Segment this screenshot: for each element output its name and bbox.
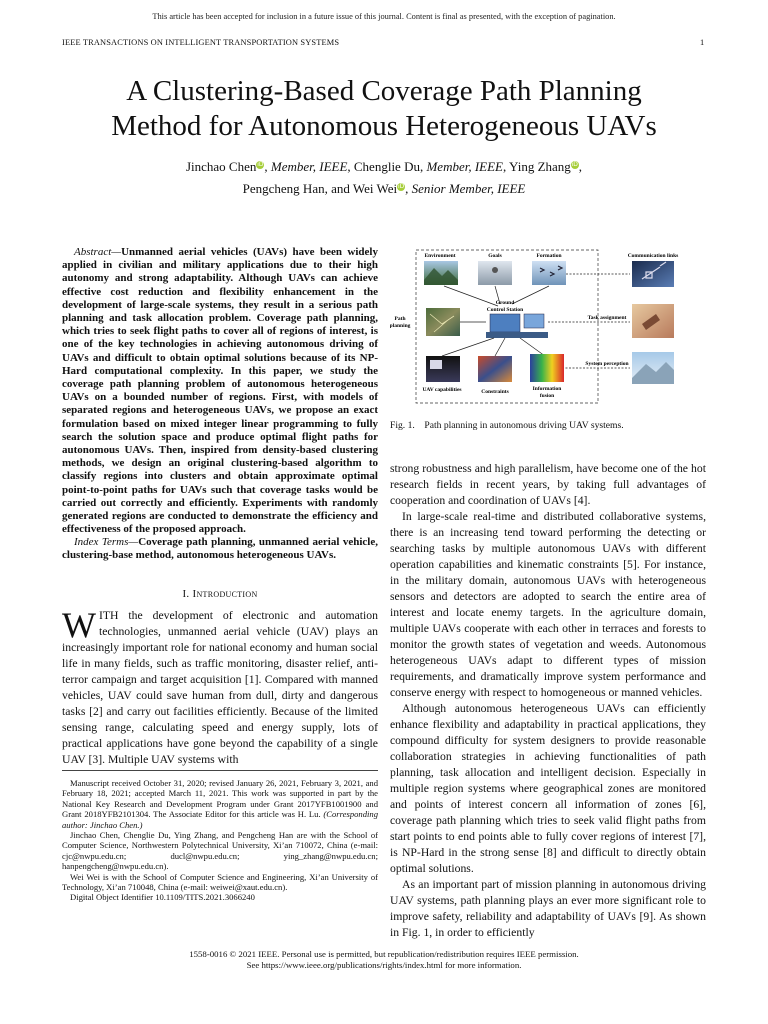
label-gcs-2: Control Station bbox=[486, 307, 524, 313]
label-path-1: Path bbox=[394, 316, 406, 322]
ground-station-desk bbox=[486, 332, 548, 338]
orcid-icon[interactable]: iD bbox=[571, 161, 578, 168]
uav-display bbox=[430, 360, 442, 369]
copyright-line: 1558-0016 © 2021 IEEE. Personal use is permitted, but republication/redistribution requires IEEE permission. bbox=[189, 949, 579, 959]
manuscript-note: Manuscript received October 31, 2020; revised January 26, 2021, February 3, 2021, and February 18, 2021; accepted March 11, 2021. This work was supported in part by the National Key Research and Development Program under Grant 2017YFB1001900 and Grant 2018YFB2101304. The Associate Editor for this article was H. Lu. bbox=[62, 778, 378, 820]
paragraph: As an important part of mission planning in autonomous driving UAV systems, path planning plays an ever more significant role to improve safety, reliability and adaptability of UAVs [9]. As shown in Fig. 1, in order to efficiently bbox=[390, 878, 706, 939]
copyright-footer bbox=[0, 949, 768, 971]
arrow-fus-gcs bbox=[520, 338, 545, 356]
label-communication: Communication links bbox=[627, 253, 679, 259]
title-line-2: Method for Autonomous Heterogeneous UAVs bbox=[111, 110, 657, 142]
label-constraints: Constraints bbox=[481, 389, 509, 395]
author-role: Senior Member, IEEE bbox=[411, 181, 526, 196]
author-name: Pengcheng Han bbox=[242, 181, 325, 196]
orcid-icon[interactable]: iD bbox=[397, 183, 405, 190]
figure-1 bbox=[390, 244, 706, 409]
arrow-cons-gcs bbox=[495, 338, 505, 356]
affiliation-2: Wei Wei is with the School of Computer Science and Engineering, Xi’an University of Technology, Xi’an 710048, China (e-mail: weiwei@xaut.edu.cn). bbox=[62, 871, 378, 893]
author-name: Chenglie Du bbox=[353, 159, 420, 174]
right-column-text bbox=[390, 461, 706, 941]
drop-cap: W bbox=[62, 605, 96, 645]
acceptance-note: This article has been accepted for inclusion in a future issue of this journal. Content is final as presented, with the exception of pagination. bbox=[152, 12, 616, 21]
section-number: I. bbox=[182, 588, 190, 600]
label-task: Task assignment bbox=[587, 315, 627, 321]
footnotes bbox=[62, 778, 378, 903]
abstract-label: Abstract bbox=[74, 246, 112, 258]
label-fusion-2: fusion bbox=[539, 393, 555, 399]
section-heading bbox=[62, 588, 378, 600]
index-terms-label: Index Terms bbox=[74, 536, 129, 548]
constraints-image bbox=[478, 356, 512, 382]
ground-station-monitor bbox=[490, 314, 520, 332]
author-role: Member, IEEE bbox=[270, 159, 348, 174]
uav-path-planning-diagram bbox=[390, 244, 706, 409]
formation-image bbox=[532, 261, 566, 285]
fusion-image bbox=[530, 354, 564, 382]
page-number: 1 bbox=[700, 38, 705, 47]
author-name: Ying Zhang bbox=[509, 159, 571, 174]
label-environment: Environment bbox=[424, 253, 456, 259]
label-path-2: planning bbox=[390, 323, 411, 329]
paragraph: Although autonomous heterogeneous UAVs can efficiently enhance flexibility and adaptability in practical applications, they compound difficulty for system designers to provide reasonable collaboration strategies in achieving functionalities of path planning, task allocation and intelligent decision. Especially in multiple region systems where geographical zones are monitored and points of interest concern all information of zones [6], coverage path planning which tries to seek valid flight paths from start points to end points able to fully cover regions of interest [7], is NP-Hard in the strong sense [8] and difficult to directly obtain optimal solutions. bbox=[390, 702, 706, 875]
paragraph: strong robustness and high parallelism, have become one of the hot research fields in recent years, by taking full advantages of cooperation and coordination of UAVs [4]. bbox=[390, 462, 706, 507]
author-name: Wei Wei bbox=[352, 181, 398, 196]
arrow-uav-gcs bbox=[442, 338, 494, 356]
orcid-icon[interactable]: iD bbox=[257, 161, 264, 168]
section-title: Introduction bbox=[192, 588, 258, 600]
paragraph: In large-scale real-time and distributed collaborative systems, there is an increasing tend toward performing the detecting or searching tasks by multiple autonomous UAVs with different operation capabilities and kinematic constraints [5]. For instance, in the military domain, autonomous UAVs with heterogeneous sensors and detectors are adopted to search the entire area of interest and locate enemy targets. In the agriculture domain, multiple UAVs cooperate with each other in terraces and forests to monitor the growth states of vegetation and weeds. Autonomous heterogeneous UAVs adapt to different types of mission requirements, and dramatically improve system performance and conserve energy with respect to homogeneous or manned vehicles. bbox=[390, 510, 706, 699]
footnote-rule bbox=[62, 770, 378, 771]
index-terms-text: Coverage path planning, unmanned aerial vehicle, clustering-base method, autonomous heterogeneous UAVs. bbox=[62, 536, 378, 562]
rights-link[interactable]: See https://www.ieee.org/publications/rights/index.html for more information. bbox=[246, 960, 522, 970]
label-goals: Goals bbox=[488, 253, 502, 259]
title-line-1: A Clustering-Based Coverage Path Planning bbox=[126, 75, 642, 107]
abstract: Abstract—Unmanned aerial vehicles (UAVs) have been widely applied in civilian and military applications due to their high autonomy and strong adaptability. Although UAVs can achieve effective cost reduction and flexibility enhancement in the development of large-scale systems, they result in a serious path planning and task allocation problem. Coverage path planning, which tries to seek flight paths to cover all of regions of interest, is one of the key technologies in achieving autonomous driving of UAVs and difficult to obtain optimal solutions because of its NP-Hard computational complexity. In this paper, we study the coverage path planning problem of autonomous heterogeneous UAVs on a bounded number of regions. First, with models of separated regions and heterogeneous UAVs, we propose an exact formulation based on mixed integer linear programming to fully search the solution space and produce optimal flight paths for autonomous UAVs. Then, inspired from density-based clustering methods, we design an original clustering-based algorithm to classify regions into clusters and obtain approximate optimal point-to-point paths for UAVs such that coverage tasks would be carried out correctly and efficiently. Experiments with randomly generated regions are conducted to demonstrate the efficiency and effectiveness of the proposed approach. bbox=[62, 246, 378, 536]
paper-title bbox=[0, 74, 768, 144]
corresponding-author: (Corresponding author: Jinchao Chen.) bbox=[62, 809, 378, 830]
communication-image bbox=[632, 261, 674, 287]
label-perception: System perception bbox=[585, 361, 629, 367]
figure-caption: Fig. 1. Path planning in autonomous driving UAV systems. bbox=[390, 420, 624, 431]
affiliation-1: Jinchao Chen, Chenglie Du, Ying Zhang, and Pengcheng Han are with the School of Computer Science, Northwestern Polytechnical University, Xi’an 710072, China (e-mail: cjc@nwpu.edu.cn; ducl@nwpu.edu.cn; ying_zhang@nwpu.edu.cn; hanpengcheng@nwpu.edu.cn). bbox=[62, 830, 378, 872]
introduction-text bbox=[62, 605, 378, 768]
abstract-text: Unmanned aerial vehicles (UAVs) have been widely applied in civilian and military applications due to their high autonomy and strong adaptability. Although UAVs can achieve effective cost reduction and flexibility enhancement in the development of large-scale systems, they result in a serious path planning and task allocation problem. Coverage path planning, which tries to seek flight paths to cover all of regions of interest, is one of the key technologies in achieving autonomous driving of UAVs and difficult to obtain optimal solutions because of its NP-Hard computational complexity. In this paper, we study the coverage path planning problem of autonomous heterogeneous UAVs on a bounded number of regions. First, with models of separated regions and heterogeneous UAVs, we propose an exact formulation based on mixed integer linear programming to fully search the solution space and produce optimal flight paths for autonomous UAVs. Then, inspired from density-based clustering methods, we design an original clustering-based algorithm to classify regions into clusters and obtain approximate optimal point-to-point paths for UAVs such that coverage tasks would be carried out correctly and efficiently. Experiments with randomly generated regions are conducted to demonstrate the efficiency and effectiveness of the proposed approach. bbox=[62, 246, 378, 536]
author-role: Member, IEEE bbox=[426, 159, 503, 174]
running-head: IEEE TRANSACTIONS ON INTELLIGENT TRANSPORTATION SYSTEMS bbox=[62, 38, 340, 47]
doi[interactable]: Digital Object Identifier 10.1109/TITS.2021.3066240 bbox=[70, 892, 255, 903]
ground-station-screen bbox=[524, 314, 544, 328]
author-name: Jinchao Chen bbox=[185, 159, 257, 174]
label-gcs-1: Ground bbox=[495, 300, 515, 306]
goal-marker bbox=[492, 267, 498, 273]
index-terms: Index Terms—Coverage path planning, unmanned aerial vehicle, clustering-base method, autonomous heterogeneous UAVs. bbox=[62, 536, 378, 562]
intro-paragraph: ITH the development of electronic and automation technologies, unmanned aerial vehicle (UAV) plays an increasingly important role for national economy and human social life in many fields, such as traffic monitoring, disaster relief, anti-terror campaign and target acquisition [1]. Compared with manned vehicles, UAV could save human from dull, dirty and dangerous tasks [2] and carry out facilities efficiently. Because of the limited sensing range, calculating speed and energy supply, lots of practical applications have gone beyond the capability of a single UAV [3]. Multiple UAV systems with bbox=[62, 609, 378, 766]
label-formation: Formation bbox=[536, 253, 562, 259]
label-uav-capabilities: UAV capabilities bbox=[422, 387, 462, 393]
label-fusion-1: Information bbox=[532, 386, 562, 392]
path-planning-map bbox=[426, 308, 460, 336]
arrow-form-gcs bbox=[512, 286, 549, 304]
author-list: Jinchao CheniD, Member, IEEE, Chenglie Du, Member, IEEE, Ying ZhangiD, Pengcheng Han, and Wei WeiiD, Senior Member, IEEE bbox=[185, 159, 583, 196]
arrow-env-gcs bbox=[444, 286, 498, 306]
